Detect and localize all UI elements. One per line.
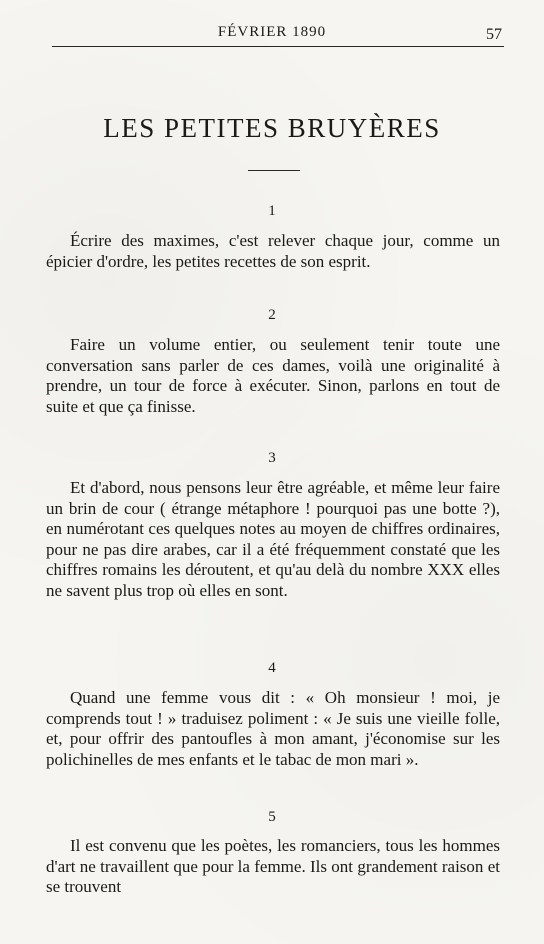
maxim-numeral: 5 xyxy=(268,809,276,825)
maxim-paragraph: Il est convenu que les poètes, les romanciers, tous les hommes d'art ne travaillent que pour la femme. Ils ont grandement raison et se trouvent xyxy=(46,836,500,897)
running-head xyxy=(0,24,544,44)
title-rule xyxy=(248,170,300,171)
maxim-numeral: 2 xyxy=(268,307,276,323)
maxim-numeral: 4 xyxy=(268,660,276,676)
page-number: 57 xyxy=(486,26,502,43)
maxim-paragraph: Écrire des maximes, c'est relever chaque jour, comme un épicier d'ordre, les petites recettes de son esprit. xyxy=(46,231,500,271)
maxim-paragraph: Quand une femme vous dit : « Oh monsieur ! moi, je comprends tout ! » traduisez poliment : « Je suis une vieille folle, et, pour offrir des pantoufles à mon amant, j'économise sur les polichinelles de mes enfants et le tabac de mon mari ». xyxy=(46,688,500,769)
maxim-paragraph: Et d'abord, nous pensons leur être agréable, et même leur faire un brin de cour ( étrange métaphore ! pourquoi pas une botte ?), en numérotant ces quelques notes au moyen de chiffres ordinaires, pour ne pas dire arabes, car il a été fréquemment constaté que les chiffres romains les déroutent, et qu'au delà du nombre XXX elles ne savent plus trop où elles en sont. xyxy=(46,478,500,600)
maxim-numeral: 1 xyxy=(268,203,276,219)
chapter-title: LES PETITES BRUYÈRES xyxy=(103,113,441,143)
maxim-numeral: 3 xyxy=(268,450,276,466)
header-rule xyxy=(52,46,504,47)
running-title: FÉVRIER 1890 xyxy=(217,24,327,40)
maxim-paragraph: Faire un volume entier, ou seulement tenir toute une conversation sans parler de ces dames, voilà une originalité à prendre, un tour de force à exécuter. Sinon, parlons en tout de suite et que ça finisse. xyxy=(46,335,500,416)
